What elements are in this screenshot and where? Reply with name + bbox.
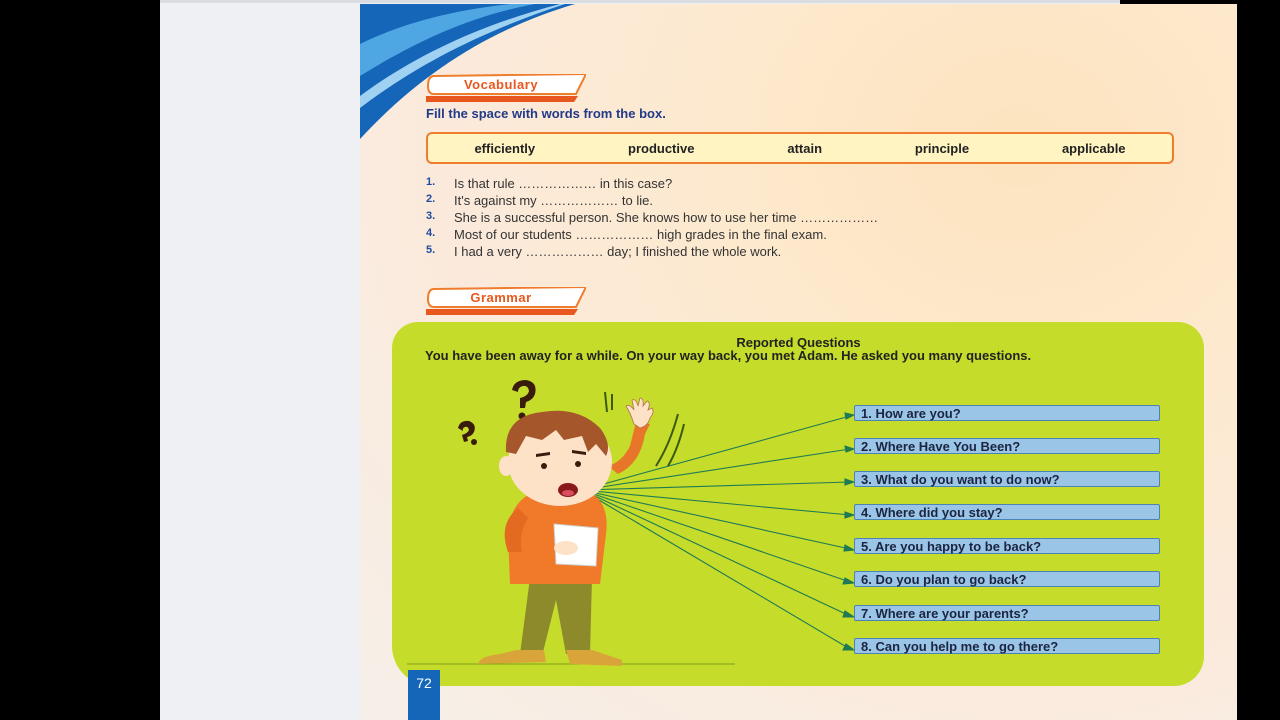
sentence-number: 1. (426, 176, 436, 188)
sentence-number: 2. (426, 193, 436, 205)
sentence-text: I had a very ……………… day; I finished the whole work. (454, 244, 782, 259)
vocabulary-instruction: Fill the space with words from the box. (426, 106, 666, 121)
question-box: 6. Do you plan to go back? (854, 571, 1160, 587)
sentence-number: 3. (426, 210, 436, 222)
sentence-number: 5. (426, 244, 436, 256)
sentence-text: Is that rule ……………… in this case? (454, 176, 673, 191)
question-box: 8. Can you help me to go there? (854, 638, 1160, 654)
question-box: 7. Where are your parents? (854, 605, 1160, 621)
word-box-item: applicable (1061, 140, 1126, 156)
vocabulary-heading-label: Vocabulary (463, 77, 539, 92)
word-box-item: efficiently (474, 140, 536, 156)
grammar-heading-label: Grammar (470, 290, 532, 305)
sentence-text: She is a successful person. She knows how to use her time ……………… (454, 210, 879, 225)
reported-questions-intro: You have been away for a while. On your way back, you met Adam. He asked you many questions. (425, 348, 1032, 363)
connector-arrows (582, 413, 854, 650)
question-box: 1. How are you? (854, 405, 1160, 421)
page-number: 72 (408, 670, 440, 720)
viewer-top-border (160, 0, 1120, 3)
reported-questions-title: Reported Questions (736, 335, 861, 350)
question-box: 4. Where did you stay? (854, 504, 1160, 520)
document-viewer (160, 0, 1126, 720)
textbook-page (360, 4, 1237, 720)
sentence-text: Most of our students ……………… high grades in the final exam. (454, 227, 827, 242)
question-box: 2. Where Have You Been? (854, 438, 1160, 454)
sentence-number: 4. (426, 227, 436, 239)
word-box-item: productive (628, 140, 695, 156)
word-box-item: attain (787, 140, 823, 156)
question-box: 3. What do you want to do now? (854, 471, 1160, 487)
sentence-text: It's against my ……………… to lie. (454, 193, 653, 208)
word-box-item: principle (914, 140, 970, 156)
question-box: 5. Are you happy to be back? (854, 538, 1160, 554)
